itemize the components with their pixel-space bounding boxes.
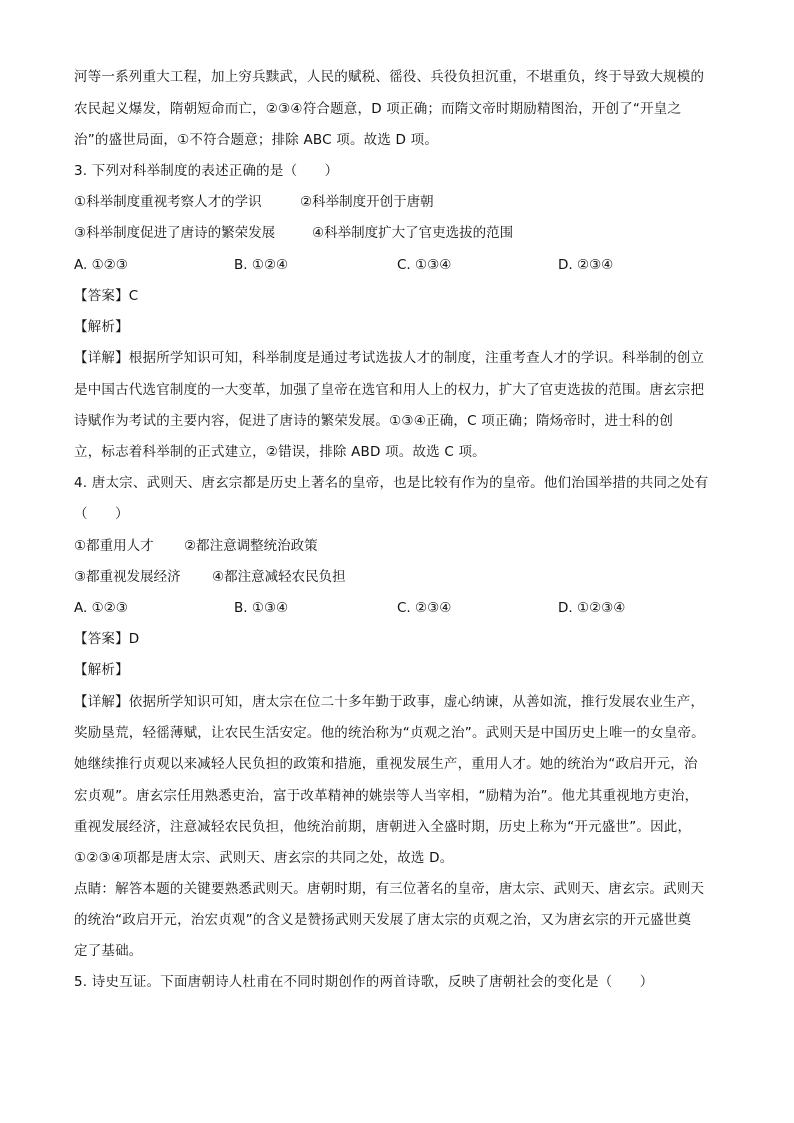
q3-answer: 【答案】C xyxy=(74,288,139,304)
q4-analysis-label: 【解析】 xyxy=(74,662,129,678)
q4-statement-2: ②都注意调整统治政策 xyxy=(184,538,318,554)
q4-tip-line-3: 定了基础。 xyxy=(74,943,143,959)
q3-analysis-label: 【解析】 xyxy=(74,319,129,335)
q3-statement-1: ①科举制度重视考察人才的学识 xyxy=(74,194,262,210)
q4-tip-line-2: 的统治“政启开元，治宏贞观”的含义是赞扬武则天发展了唐太宗的贞观之治，又为唐玄宗的开元盛世奠 xyxy=(74,912,692,928)
q4-option-b: B. ①③④ xyxy=(234,600,289,616)
q4-option-a: A. ①②③ xyxy=(74,600,128,616)
q4-detail-line-6: ①②③④项都是唐太宗、武则天、唐玄宗的共同之处，故选 D。 xyxy=(74,850,454,866)
q4-detail-line-1: 【详解】依据所学知识可知，唐太宗在位二十多年勤于政事，虚心纳谏，从善如流，推行发展农业生产， xyxy=(74,694,705,710)
q4-detail-line-3: 她继续推行贞观以来减轻人民负担的政策和措施，重视发展生产，重用人才。她的统治为“政启开元，治 xyxy=(74,756,698,772)
q4-stem-line-1: 4. 唐太宗、武则天、唐玄宗都是历史上著名的皇帝，也是比较有作为的皇帝。他们治国举措的共同之处有 xyxy=(74,475,709,491)
q3-option-b: B. ①②④ xyxy=(234,257,289,273)
q4-detail-line-2: 奖励垦荒，轻徭薄赋，让农民生活安定。他的统治称为“贞观之治”。武则天是中国历史上唯一的女皇帝。 xyxy=(74,725,705,741)
q3-stem: 3. 下列对科举制度的表述正确的是（ ） xyxy=(74,163,339,179)
q3-option-c: C. ①③④ xyxy=(397,257,452,273)
q3-detail-line-3: 诗赋作为考试的主要内容，促进了唐诗的繁荣发展。①③④正确，C 项正确；隋炀帝时，进士科的创 xyxy=(74,413,674,429)
q3-detail-line-2: 是中国古代选官制度的一大变革，加强了皇帝在选官和用人上的权力，扩大了官吏选拔的范围。唐玄宗把 xyxy=(74,382,705,398)
q2-text-line-1: 河等一系列重大工程，加上穷兵黩武，人民的赋税、徭役、兵役负担沉重，不堪重负，终于导致大规模的 xyxy=(74,69,705,85)
q4-option-d: D. ①②③④ xyxy=(558,600,626,616)
q4-statement-1: ①都重用人才 xyxy=(74,538,154,554)
q3-detail-line-4: 立，标志着科举制的正式建立，②错误，排除 ABD 项。故选 C 项。 xyxy=(74,444,486,460)
q4-option-c: C. ②③④ xyxy=(397,600,452,616)
q4-statement-4: ④都注意减轻农民负担 xyxy=(212,569,346,585)
q3-detail-line-1: 【详解】根据所学知识可知，科举制度是通过考试选拔人才的制度，注重考查人才的学识。科举制的创立 xyxy=(74,350,705,366)
q3-statement-3: ③科举制度促进了唐诗的繁荣发展 xyxy=(74,225,276,241)
q3-option-a: A. ①②③ xyxy=(74,257,128,273)
q4-detail-line-5: 重视发展经济，注意减轻农民负担，他统治前期，唐朝进入全盛时期，历史上称为“开元盛世”。因此， xyxy=(74,819,692,835)
q4-stem-line-2: （ ） xyxy=(74,506,129,522)
q2-text-line-3: 治”的盛世局面，①不符合题意；排除 ABC 项。故选 D 项。 xyxy=(74,132,439,148)
q3-statement-2: ②科举制度开创于唐朝 xyxy=(300,194,434,210)
q3-option-d: D. ②③④ xyxy=(558,257,614,273)
q4-tip-line-1: 点睛：解答本题的关键要熟悉武则天。唐朝时期，有三位著名的皇帝，唐太宗、武则天、唐玄宗。武则天 xyxy=(74,881,705,897)
q4-detail-line-4: 宏贞观”。唐玄宗任用熟悉吏治，富于改革精神的姚崇等人当宰相，“励精为治”。他尤其重视地方吏治， xyxy=(74,788,699,804)
q4-answer: 【答案】D xyxy=(74,631,140,647)
q2-text-line-2: 农民起义爆发，隋朝短命而亡，②③④符合题意，D 项正确；而隋文帝时期励精图治，开创了“开皇之 xyxy=(74,101,682,117)
q3-statement-4: ④科举制度扩大了官吏选拔的范围 xyxy=(312,225,514,241)
q5-stem: 5. 诗史互证。下面唐朝诗人杜甫在不同时期创作的两首诗歌，反映了唐朝社会的变化是（ ） xyxy=(74,974,654,990)
q4-statement-3: ③都重视发展经济 xyxy=(74,569,181,585)
